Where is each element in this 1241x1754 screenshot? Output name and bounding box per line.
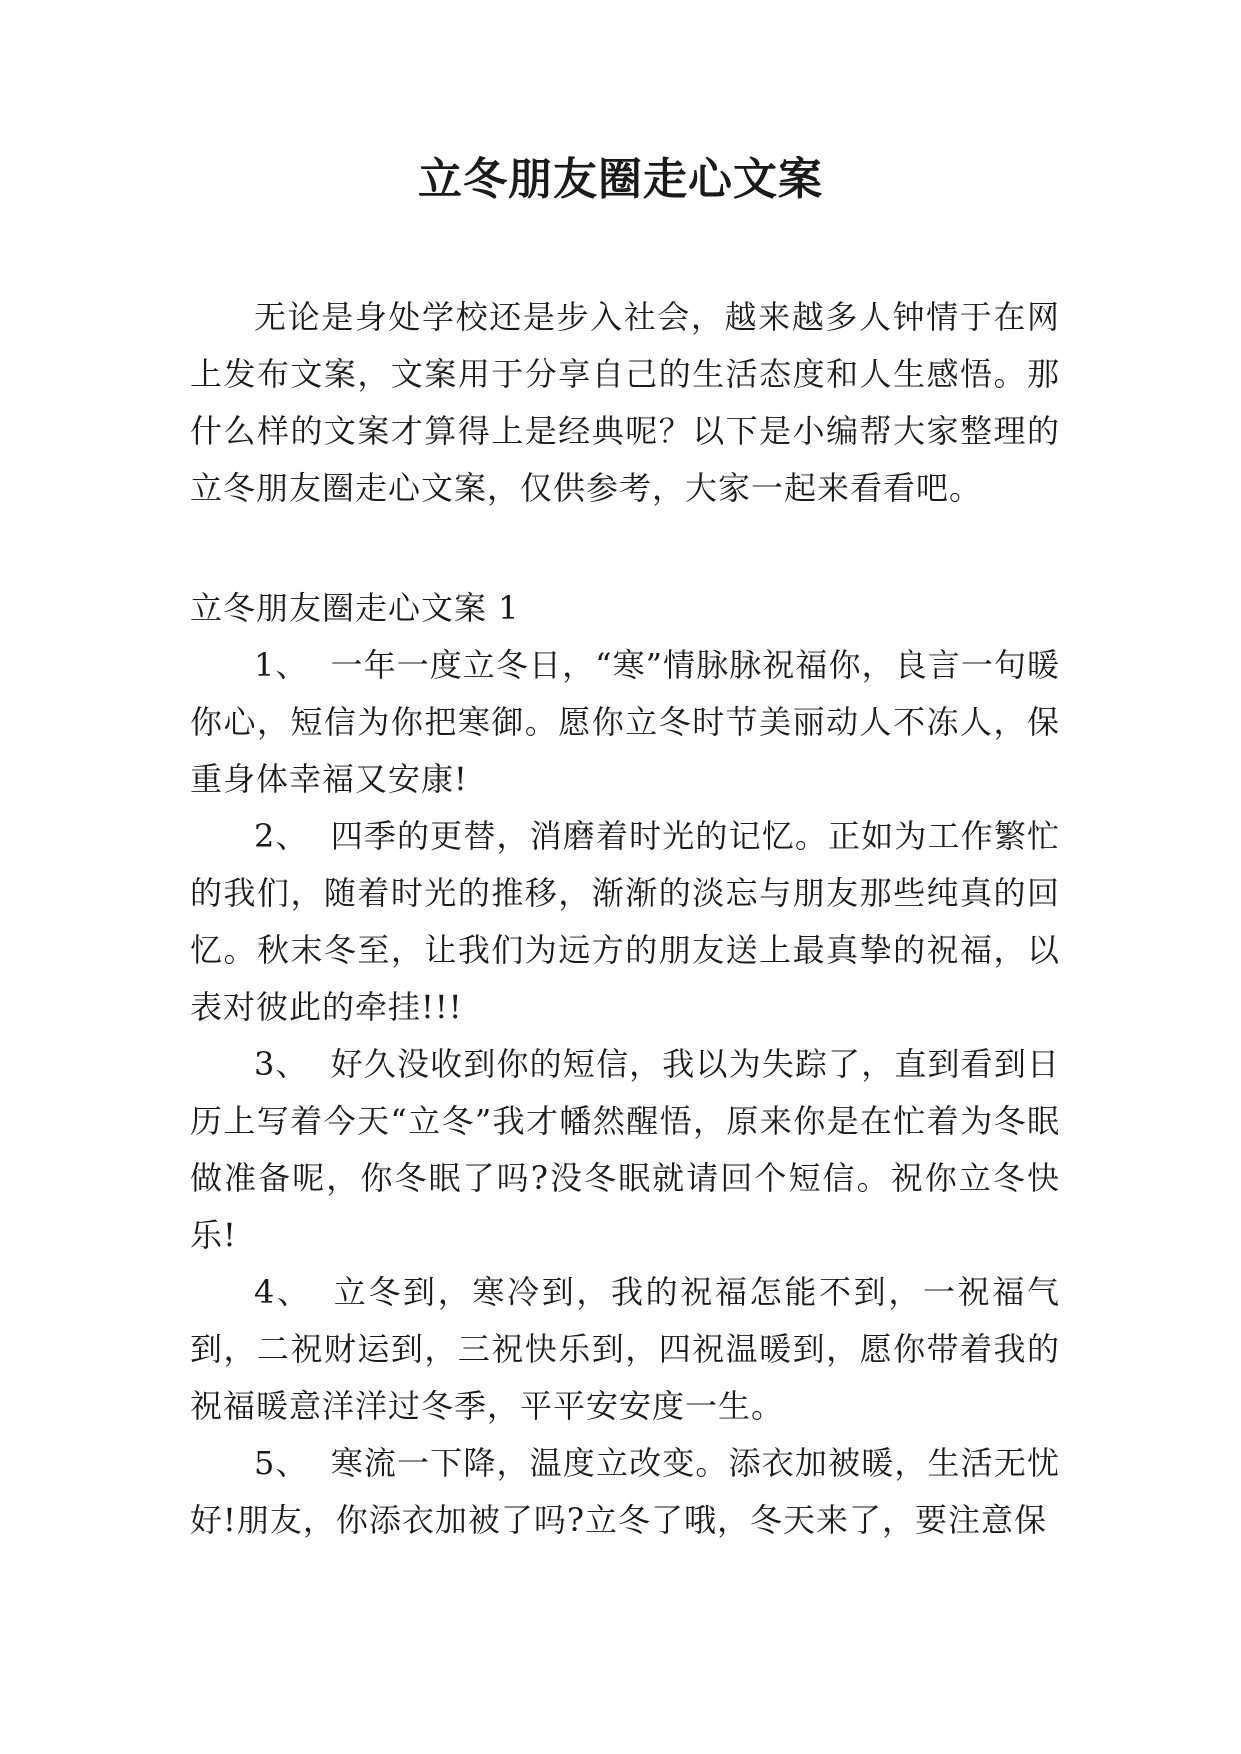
item-text: 寒流一下降，温度立改变。添衣加被暖，生活无忧好!朋友，你添衣加被了吗?立冬了哦，冬天来了，要注意保	[190, 1444, 1060, 1539]
item-text: 立冬到，寒冷到，我的祝福怎能不到，一祝福气到，二祝财运到，三祝快乐到，四祝温暖到，愿你带着我的祝福暖意洋洋过冬季，平平安安度一生。	[190, 1273, 1060, 1425]
list-item	[190, 808, 1060, 1036]
item-number: 2、	[254, 817, 309, 855]
item-text: 一年一度立冬日，“寒”情脉脉祝福你，良言一句暖你心，短信为你把寒御。愿你立冬时节美丽动人不冻人，保重身体幸福又安康!	[190, 646, 1060, 798]
section-heading: 立冬朋友圈走心文案 1	[190, 589, 520, 627]
intro-paragraph: 无论是身处学校还是步入社会，越来越多人钟情于在网上发布文案，文案用于分享自己的生活态度和人生感悟。那什么样的文案才算得上是经典呢？以下是小编帮大家整理的立冬朋友圈走心文案，仅供参考，大家一起来看看吧。	[190, 298, 1060, 507]
list-item	[190, 1036, 1060, 1264]
item-text: 四季的更替，消磨着时光的记忆。正如为工作繁忙的我们，随着时光的推移，渐渐的淡忘与朋友那些纯真的回忆。秋末冬至，让我们为远方的朋友送上最真挚的祝福，以表对彼此的牵挂!!!	[190, 817, 1060, 1026]
list-item	[190, 1435, 1060, 1549]
document-title: 立冬朋友圈走心文案	[418, 154, 823, 205]
item-number: 3、	[254, 1045, 309, 1083]
item-text: 好久没收到你的短信，我以为失踪了，直到看到日历上写着今天“立冬”我才幡然醒悟，原来你是在忙着为冬眠做准备呢，你冬眠了吗?没冬眠就请回个短信。祝你立冬快乐!	[190, 1045, 1060, 1254]
item-number: 5、	[254, 1444, 309, 1482]
item-list	[190, 637, 1060, 1549]
list-item	[190, 1264, 1060, 1435]
list-item	[190, 637, 1060, 808]
item-number: 4、	[254, 1273, 312, 1311]
item-number: 1、	[254, 646, 309, 684]
